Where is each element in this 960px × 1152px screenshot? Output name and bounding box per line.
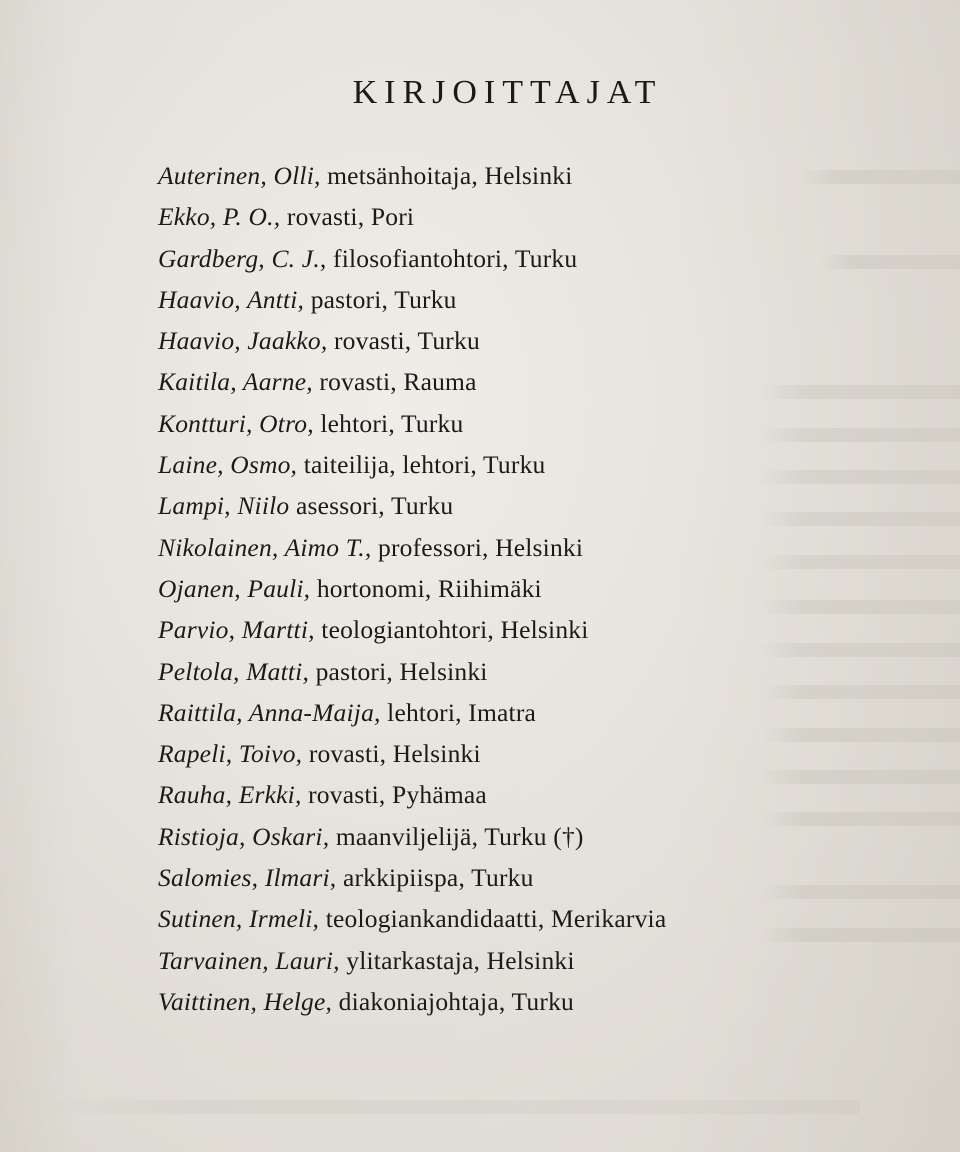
author-info: maanviljelijä, Turku (†) xyxy=(335,821,584,851)
author-info: arkkipiispa, Turku xyxy=(342,863,534,893)
author-name: Haavio, Antti, xyxy=(158,284,305,314)
page-title: KIRJOITTAJAT xyxy=(352,74,663,111)
author-name: Kontturi, Otro, xyxy=(158,408,314,438)
author-entry xyxy=(158,361,666,402)
author-entry xyxy=(158,320,666,361)
author-info: rovasti, Rauma xyxy=(319,367,477,397)
bleed-through-line xyxy=(760,928,960,942)
author-entry xyxy=(158,568,666,609)
bleed-through-line xyxy=(760,470,960,484)
author-info: pastori, Turku xyxy=(310,284,457,314)
author-name: Raittila, Anna-Maija, xyxy=(158,697,381,727)
author-info: rovasti, Turku xyxy=(333,326,480,356)
author-name: Laine, Osmo, xyxy=(158,450,298,480)
author-list xyxy=(158,155,666,1022)
author-info: asessori, Turku xyxy=(295,491,454,521)
bleed-through-line xyxy=(760,812,960,826)
author-entry xyxy=(158,155,666,196)
author-entry xyxy=(158,857,666,898)
author-entry xyxy=(158,527,666,568)
author-info: teologiantohtori, Helsinki xyxy=(321,615,589,645)
author-info: professori, Helsinki xyxy=(378,532,584,562)
author-name: Salomies, Ilmari, xyxy=(158,863,337,893)
author-info: filosofiantohtori, Turku xyxy=(333,243,578,273)
author-info: hortonomi, Riihimäki xyxy=(316,573,542,603)
bleed-through-line xyxy=(760,685,960,699)
author-entry xyxy=(158,816,666,857)
author-entry xyxy=(158,981,666,1022)
bleed-through-line xyxy=(40,1100,860,1114)
author-info: lehtori, Imatra xyxy=(387,697,537,727)
author-entry xyxy=(158,196,666,237)
author-info: ylitarkastaja, Helsinki xyxy=(346,945,575,975)
bleed-through-line xyxy=(760,512,960,526)
author-entry xyxy=(158,898,666,939)
author-info: taiteilija, lehtori, Turku xyxy=(303,450,546,480)
author-name: Vaittinen, Helge, xyxy=(158,986,333,1016)
author-entry xyxy=(158,733,666,774)
bleed-through-line xyxy=(760,770,960,784)
author-entry xyxy=(158,238,666,279)
author-entry xyxy=(158,609,666,650)
author-info: rovasti, Helsinki xyxy=(308,739,481,769)
author-entry xyxy=(158,279,666,320)
bleed-through-line xyxy=(760,600,960,614)
author-name: Sutinen, Irmeli, xyxy=(158,904,320,934)
author-name: Ristioja, Oskari, xyxy=(158,821,330,851)
bleed-through-line xyxy=(760,428,960,442)
author-name: Nikolainen, Aimo T., xyxy=(158,532,372,562)
bleed-through-line xyxy=(820,255,960,269)
author-info: diakoniajohtaja, Turku xyxy=(338,986,574,1016)
bleed-through-line xyxy=(800,170,960,184)
author-entry xyxy=(158,692,666,733)
author-name: Auterinen, Olli, xyxy=(158,161,321,190)
bleed-through-line xyxy=(760,643,960,657)
author-name: Ojanen, Pauli, xyxy=(158,573,311,603)
author-name: Tarvainen, Lauri, xyxy=(158,945,340,975)
author-name: Parvio, Martti, xyxy=(158,615,315,645)
author-name: Gardberg, C. J., xyxy=(158,243,327,273)
author-entry xyxy=(158,444,666,485)
author-entry xyxy=(158,403,666,444)
author-info: metsänhoitaja, Helsinki xyxy=(327,161,573,190)
author-name: Peltola, Matti, xyxy=(158,656,310,686)
author-entry xyxy=(158,485,666,526)
author-name: Rapeli, Toivo, xyxy=(158,739,303,769)
bleed-through-line xyxy=(760,885,960,899)
author-name: Haavio, Jaakko, xyxy=(158,326,328,356)
author-entry xyxy=(158,651,666,692)
author-name: Rauha, Erkki, xyxy=(158,780,302,810)
author-name: Kaitila, Aarne, xyxy=(158,367,313,397)
author-entry xyxy=(158,774,666,815)
author-name: Lampi, Niilo xyxy=(158,491,290,521)
author-info: rovasti, Pyhämaa xyxy=(308,780,487,810)
bleed-through-line xyxy=(760,728,960,742)
author-info: rovasti, Pori xyxy=(286,202,415,232)
author-info: lehtori, Turku xyxy=(320,408,464,438)
bleed-through-line xyxy=(760,555,960,569)
author-name: Ekko, P. O., xyxy=(158,202,281,232)
author-entry xyxy=(158,940,666,981)
author-info: teologiankandidaatti, Merikarvia xyxy=(325,904,667,934)
bleed-through-line xyxy=(760,385,960,399)
author-info: pastori, Helsinki xyxy=(315,656,488,686)
